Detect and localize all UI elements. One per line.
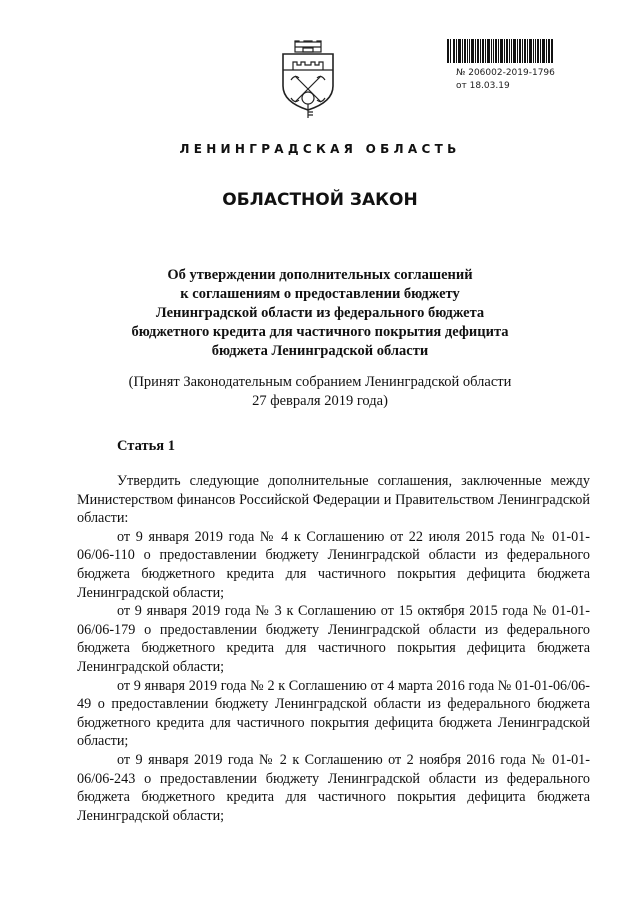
paragraph: от 9 января 2019 года № 4 к Соглашению от 22 июля 2015 года № 01-01-06/06-110 о предоставлении бюджету Ленинградской области из федерального бюджета бюджетного кредита для частичного покрытия дефицита бюджета Ленинградской области; (77, 528, 590, 601)
law-title-line: Об утверждении дополнительных соглашений (167, 267, 473, 283)
law-title-line: бюджетного кредита для частичного покрытия дефицита (131, 324, 509, 340)
paragraph: Утвердить следующие дополнительные соглашения, заключенные между Министерством финансов Российской Федерации и Правительством Ленинградской области: (77, 473, 590, 527)
paragraph: от 9 января 2019 года № 3 к Соглашению от 15 октября 2015 года № 01-01-06/06-179 о предоставлении бюджету Ленинградской области из федерального бюджета бюджетного кредита для частичного покрытия дефицита бюджета Ленинградской области; (77, 603, 590, 675)
coat-of-arms-icon (279, 40, 337, 120)
law-title-line: к соглашениям о предоставлении бюджету (180, 286, 460, 302)
law-title-line: Ленинградской области из федерального бюджета (155, 305, 485, 321)
article-heading: Статья 1 (117, 438, 175, 454)
law-type-heading: ОБЛАСТНОЙ ЗАКОН (222, 190, 418, 210)
barcode-icon (447, 39, 553, 63)
adoption-note-line: (Принят Законодательным собранием Ленинградской области (128, 374, 512, 390)
law-title (80, 266, 560, 361)
registration-date: от 18.03.19 (456, 81, 510, 91)
paragraph: от 9 января 2019 года № 2 к Соглашению от 4 марта 2016 года № 01-01-06/06-49 о предоставлении бюджету Ленинградской области из федерального бюджета бюджетного кредита для частичного покрытия дефицита бюджета Ленинградской области; (77, 677, 590, 750)
adoption-note (80, 373, 560, 411)
law-title-line: бюджета Ленинградской области (211, 343, 429, 359)
paragraph: от 9 января 2019 года № 2 к Соглашению от 2 ноября 2016 года № 01-01-06/06-243 о предоставлении бюджету Ленинградской области из федерального бюджета бюджетного кредита для частичного покрытия дефицита бюджета Ленинградской области; (77, 751, 590, 824)
article-body (77, 472, 590, 825)
registration-stamp (456, 67, 555, 93)
region-name: ЛЕНИНГРАДСКАЯ ОБЛАСТЬ (179, 142, 461, 156)
adoption-note-line: 27 февраля 2019 года) (252, 393, 388, 409)
registration-number: № 206002-2019-1796 (456, 68, 555, 78)
